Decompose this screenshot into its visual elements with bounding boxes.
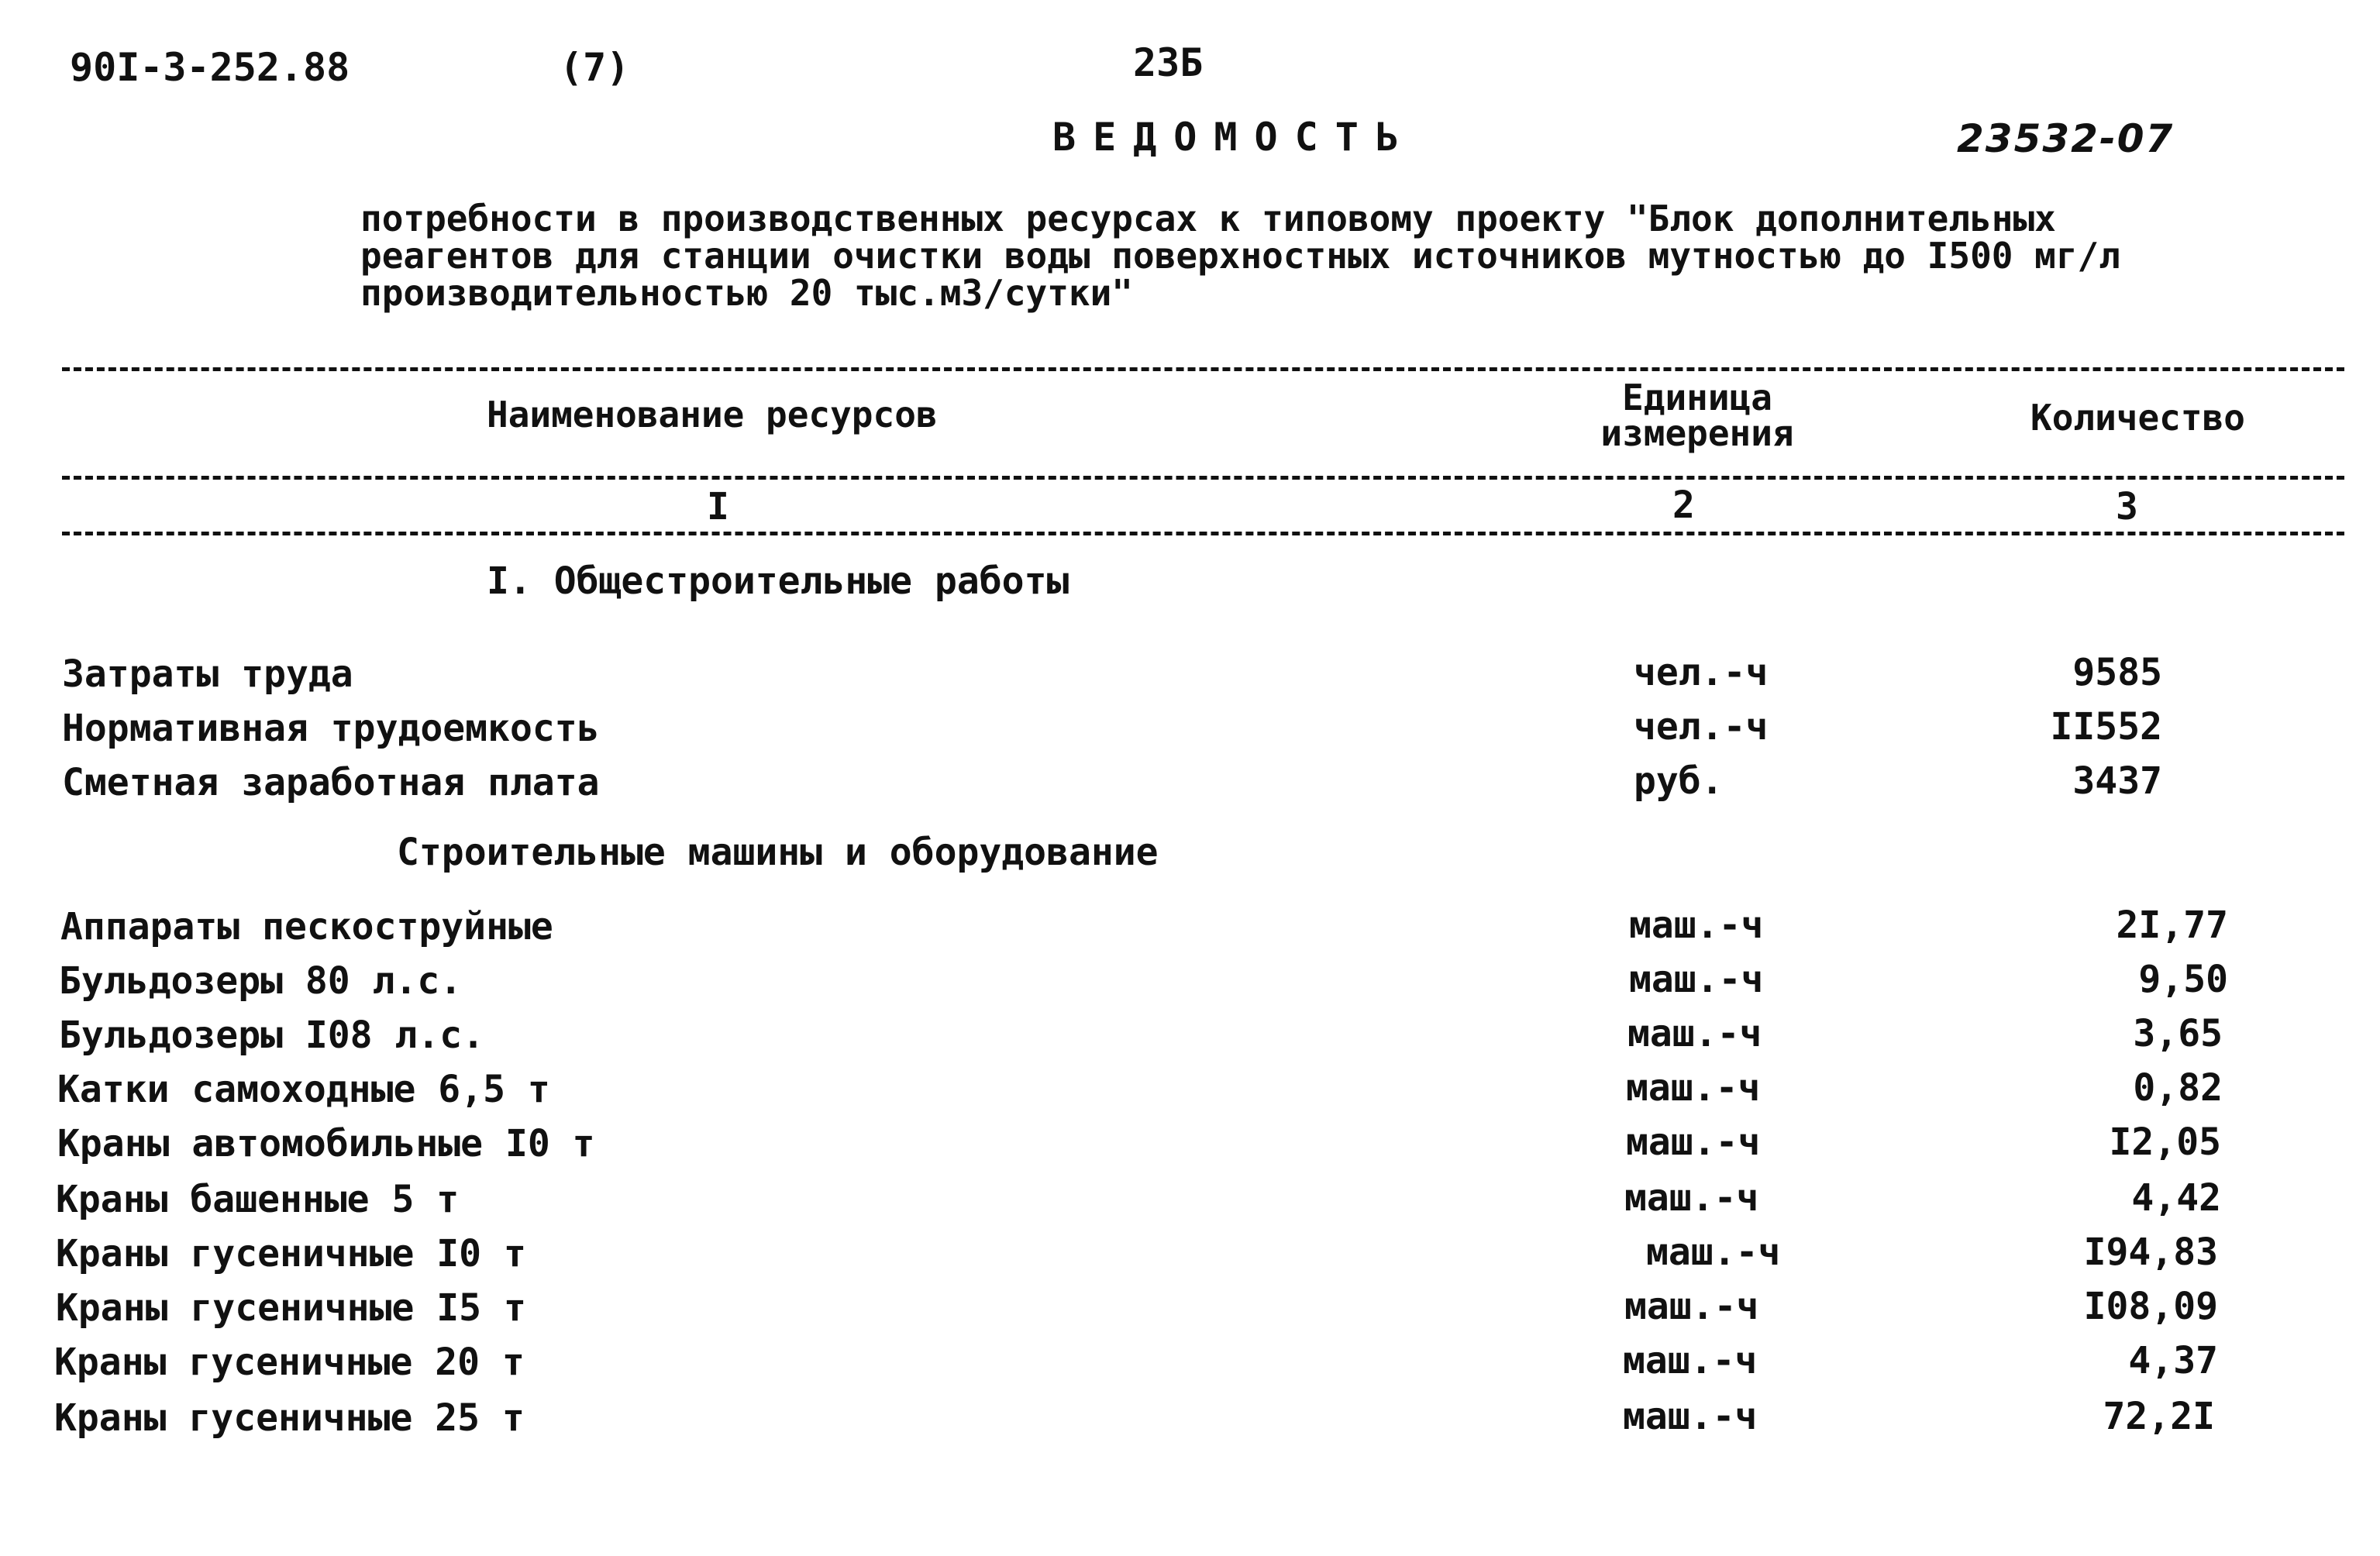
page-number: 23Б (1133, 40, 1204, 85)
row-name: Краны гусеничные I0 т (56, 1232, 526, 1275)
row-unit: маш.-ч (1627, 1012, 1762, 1055)
row-name: Бульдозеры 80 л.с. (59, 959, 463, 1003)
table-numbers-rule (62, 532, 2344, 535)
row-name: Сметная заработная плата (62, 761, 600, 804)
row-unit: маш.-ч (1623, 1395, 1758, 1438)
section-title-machines: Строительные машины и оборудование (397, 831, 1159, 874)
row-unit: маш.-ч (1646, 1231, 1781, 1274)
document-code: 90I-3-252.88 (70, 45, 350, 90)
row-quantity: 0,82 (2133, 1066, 2223, 1110)
row-quantity: 3,65 (2133, 1012, 2223, 1055)
row-quantity: 4,37 (2128, 1339, 2218, 1382)
row-name: Краны гусеничные 20 т (54, 1341, 525, 1384)
row-quantity: I08,09 (2083, 1285, 2218, 1328)
handwritten-stamp-number: 23532-07 (1957, 116, 2175, 161)
row-name: Краны автомобильные I0 т (57, 1122, 595, 1165)
column-header-quantity: Количество (2030, 397, 2245, 439)
row-quantity: II552 (2050, 705, 2162, 749)
row-name: Краны башенные 5 т (56, 1178, 460, 1221)
row-unit: маш.-ч (1626, 1121, 1761, 1164)
column-header-unit-line1: Единица (1622, 377, 1772, 418)
row-unit: маш.-ч (1624, 1176, 1759, 1220)
row-unit: чел.-ч (1634, 705, 1769, 749)
subtitle-line-2: реагентов для станции очистки воды поверхностных источников мутностью до I500 мг/л (360, 235, 2120, 277)
row-name: Затраты труда (62, 652, 353, 696)
row-quantity: 2I,77 (2116, 904, 2228, 947)
column-number-1: I (707, 485, 729, 528)
column-header-unit-line2: измерения (1600, 412, 1794, 454)
document-title: ВЕДОМОСТЬ (1052, 115, 1416, 160)
row-quantity: 72,2I (2103, 1395, 2215, 1438)
row-name: Краны гусеничные 25 т (54, 1396, 525, 1440)
subtitle-line-3: производительностью 20 тыс.м3/сутки" (360, 272, 1133, 314)
row-name: Нормативная трудоемкость (62, 707, 600, 750)
row-quantity: I2,05 (2109, 1121, 2221, 1164)
row-unit: маш.-ч (1623, 1339, 1758, 1382)
row-name: Бульдозеры I08 л.с. (59, 1014, 485, 1057)
subtitle-line-1: потребности в производственных ресурсах к типовому проекту "Блок дополнительных (360, 198, 2056, 239)
row-unit: руб. (1634, 759, 1724, 803)
row-quantity: 4,42 (2131, 1176, 2221, 1220)
row-name: Краны гусеничные I5 т (56, 1286, 526, 1330)
row-unit: маш.-ч (1626, 1066, 1761, 1110)
row-quantity: I94,83 (2083, 1231, 2218, 1274)
column-number-3: 3 (2116, 485, 2138, 528)
row-unit: маш.-ч (1629, 904, 1764, 947)
row-unit: маш.-ч (1629, 958, 1764, 1001)
row-quantity: 3437 (2072, 759, 2162, 803)
row-quantity: 9,50 (2138, 958, 2228, 1001)
table-top-rule (62, 367, 2344, 371)
row-unit: маш.-ч (1624, 1285, 1759, 1328)
section-title-general: I. Общестроительные работы (487, 559, 1069, 603)
table-header-rule (62, 476, 2344, 480)
row-quantity: 9585 (2072, 651, 2162, 694)
row-unit: чел.-ч (1634, 651, 1769, 694)
row-name: Аппараты пескоструйные (60, 905, 553, 948)
column-header-name: Наименование ресурсов (487, 394, 938, 435)
sheet-reference: (7) (560, 45, 630, 90)
column-number-2: 2 (1672, 484, 1695, 527)
row-name: Катки самоходные 6,5 т (57, 1068, 550, 1111)
